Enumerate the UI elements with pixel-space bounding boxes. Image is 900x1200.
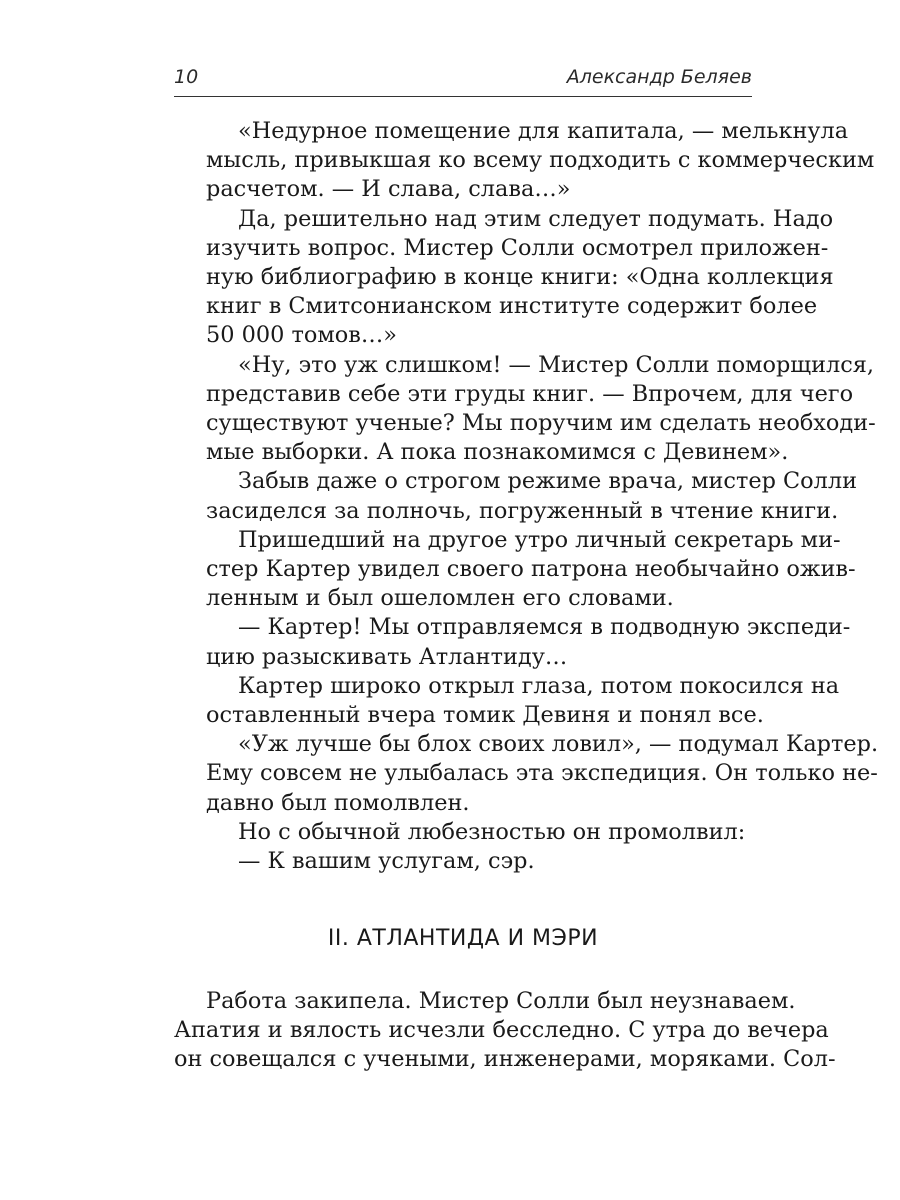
text-line: Работа закипела. Мистер Солли был неузнаваем. bbox=[206, 988, 796, 1014]
text-line: Пришедший на другое утро личный секретарь ми- bbox=[238, 526, 841, 553]
paragraph bbox=[174, 730, 879, 818]
text-line: мысль, привыкшая ко всему подходить с коммерческим bbox=[206, 147, 875, 174]
text-line: ленным и был ошеломлен его словами. bbox=[206, 585, 674, 612]
text-line: существуют ученые? Мы поручим им сделать необходи- bbox=[206, 410, 876, 437]
text-line: Да, решительно над этим следует подумать. Надо bbox=[238, 205, 834, 232]
text-line: Но с обычной любезностью он промолвил: bbox=[238, 818, 746, 845]
text-line: Ему совсем не улыбалась эта экспедиция. Он только не- bbox=[206, 760, 878, 787]
page-number: 10 bbox=[174, 66, 199, 88]
text-line: «Недурное помещение для капитала, — мелькнула bbox=[238, 118, 849, 144]
body-text bbox=[174, 117, 879, 876]
text-line: Забыв даже о строгом режиме врача, мистер Солли bbox=[238, 468, 858, 495]
paragraph bbox=[174, 613, 851, 671]
paragraph bbox=[174, 117, 875, 205]
text-line: ную библиографию в конце книги: «Одна коллекция bbox=[206, 264, 834, 291]
text-line: Картер широко открыл глаза, потом покосился на bbox=[238, 672, 840, 699]
text-line: «Ну, это уж слишком! — Мистер Солли поморщился, bbox=[238, 351, 875, 378]
paragraph bbox=[174, 351, 876, 468]
text-line: расчетом. — И слава, слава…» bbox=[206, 176, 571, 203]
text-line: Апатия и вялость исчезли бесследно. С утра до вечера bbox=[174, 1017, 829, 1044]
text-line: книг в Смитсонианском институте содержит более bbox=[206, 293, 818, 320]
paragraph bbox=[174, 987, 836, 1075]
author-name: Александр Беляев bbox=[566, 66, 752, 88]
text-line: — Картер! Мы отправляемся в подводную экспеди- bbox=[238, 614, 851, 641]
chapter-heading: II. АТЛАНТИДА И МЭРИ bbox=[327, 926, 599, 951]
paragraph bbox=[174, 672, 840, 730]
paragraph bbox=[174, 526, 856, 614]
paragraph bbox=[174, 847, 752, 876]
text-line: изучить вопрос. Мистер Солли осмотрел приложен- bbox=[206, 234, 829, 261]
text-line: «Уж лучше бы блох своих ловил», — подумал Картер. bbox=[238, 731, 879, 758]
text-line: — К вашим услугам, сэр. bbox=[238, 848, 535, 875]
running-head bbox=[174, 62, 752, 97]
text-line: он совещался с учеными, инженерами, моряками. Сол- bbox=[174, 1046, 836, 1073]
paragraph bbox=[174, 205, 834, 351]
paragraph bbox=[174, 467, 858, 525]
chapter-body-text bbox=[174, 987, 836, 1075]
text-line: оставленный вчера томик Девиня и понял все. bbox=[206, 702, 764, 729]
text-line: цию разыскивать Атлантиду… bbox=[206, 643, 568, 670]
text-line: засиделся за полночь, погруженный в чтение книги. bbox=[206, 497, 839, 524]
paragraph bbox=[174, 818, 752, 847]
text-line: 50 000 томов…» bbox=[206, 322, 397, 349]
text-line: давно был помолвлен. bbox=[206, 789, 470, 816]
text-line: мые выборки. А пока познакомимся с Девинем». bbox=[206, 439, 789, 466]
text-line: стер Картер увидел своего патрона необычайно ожив- bbox=[206, 556, 856, 583]
text-line: представив себе эти груды книг. — Впрочем, для чего bbox=[206, 380, 854, 407]
